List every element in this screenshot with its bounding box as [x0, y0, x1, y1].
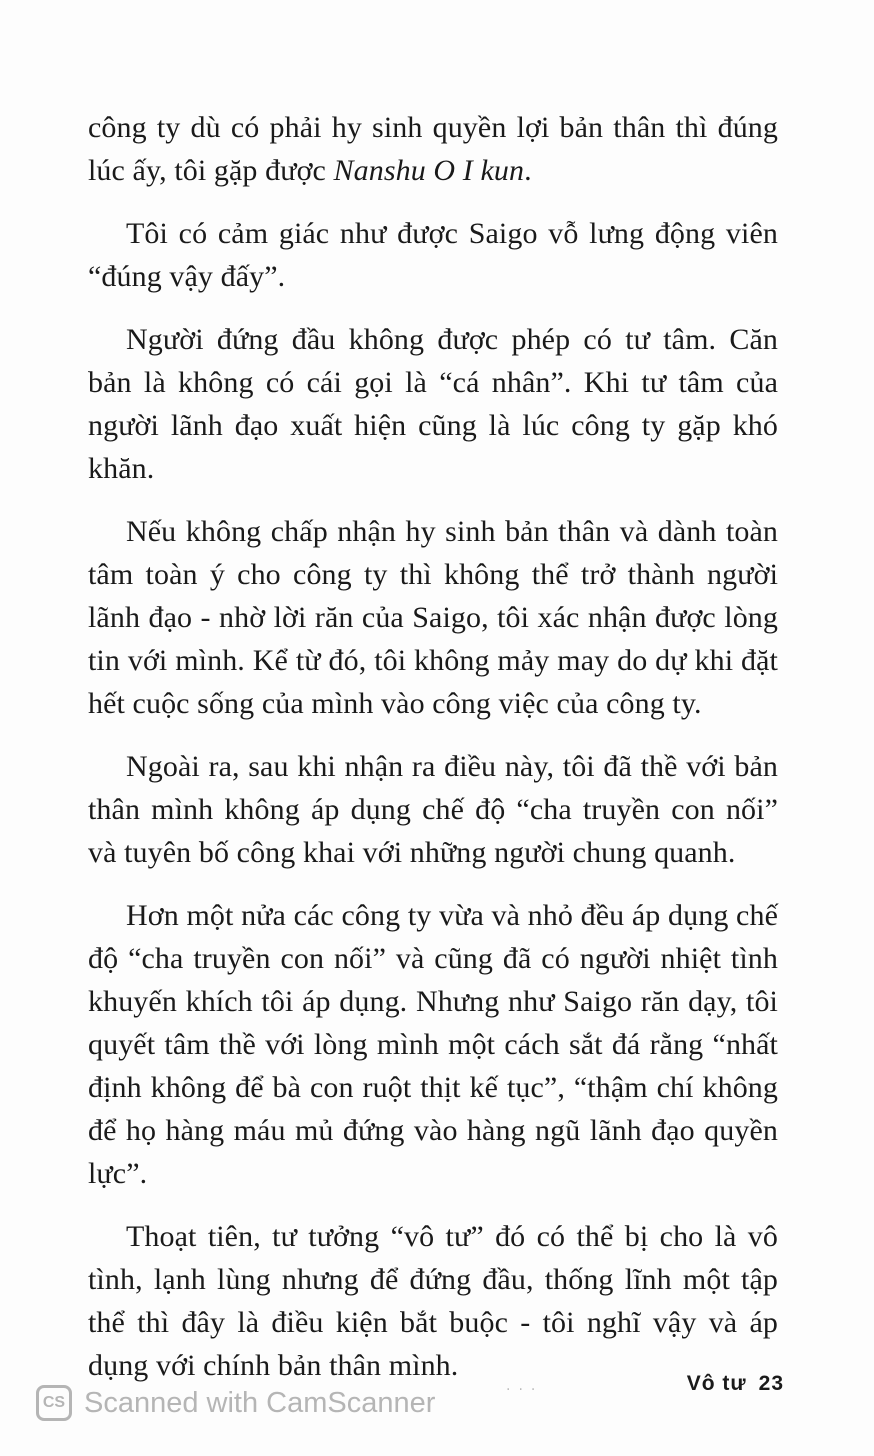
paragraph-1-end: . [524, 154, 532, 187]
running-section-title: Vô tư [686, 1372, 747, 1395]
page-number: 23 [758, 1372, 784, 1395]
book-title-italic: Nanshu O I kun [333, 154, 525, 187]
paragraph-2: Tôi có cảm giác như được Saigo vỗ lưng động viên “đúng vậy đấy”. [88, 217, 778, 293]
camscanner-watermark [36, 1385, 435, 1421]
paragraph-3: Người đứng đầu không được phép có tư tâm. Căn bản là không có cái gọi là “cá nhân”. Khi tư tâm của người lãnh đạo xuất hiện cũng là lúc công ty gặp khó khăn. [88, 323, 778, 485]
paragraph-1-text: công ty dù có phải hy sinh quyền lợi bản thân thì đúng lúc ấy, tôi gặp được [88, 111, 778, 187]
camscanner-logo-icon: CS [36, 1385, 72, 1421]
paragraph-6: Hơn một nửa các công ty vừa và nhỏ đều áp dụng chế độ “cha truyền con nối” và cũng đã có người nhiệt tình khuyến khích tôi áp dụng. Nhưng như Saigo răn dạy, tôi quyết tâm thề với lòng mình một cách sắt đá rằng “nhất định không để bà con ruột thịt kế tục”, “thậm chí không để họ hàng máu mủ đứng vào hàng ngũ lãnh đạo quyền lực”. [88, 899, 778, 1190]
page-footer [687, 1372, 784, 1396]
paragraph-4: Nếu không chấp nhận hy sinh bản thân và dành toàn tâm toàn ý cho công ty thì không thể trở thành người lãnh đạo - nhờ lời răn của Saigo, tôi xác nhận được lòng tin với mình. Kể từ đó, tôi không mảy may do dự khi đặt hết cuộc sống của mình vào công việc của công ty. [88, 515, 778, 720]
paragraph-7: Thoạt tiên, tư tưởng “vô tư” đó có thể bị cho là vô tình, lạnh lùng nhưng để đứng đầu, thống lĩnh một tập thể thì đây là điều kiện bắt buộc - tôi nghĩ vậy và áp dụng với chính bản thân mình. [88, 1220, 778, 1382]
paragraph-1 [88, 106, 778, 192]
body-text [88, 106, 778, 1407]
paragraph-5: Ngoài ra, sau khi nhận ra điều này, tôi đã thề với bản thân mình không áp dụng chế độ “cha truyền con nối” và tuyên bố công khai với những người chung quanh. [88, 750, 778, 869]
scan-specks: ··· [506, 1382, 544, 1398]
watermark-text: Scanned with CamScanner [84, 1386, 436, 1419]
